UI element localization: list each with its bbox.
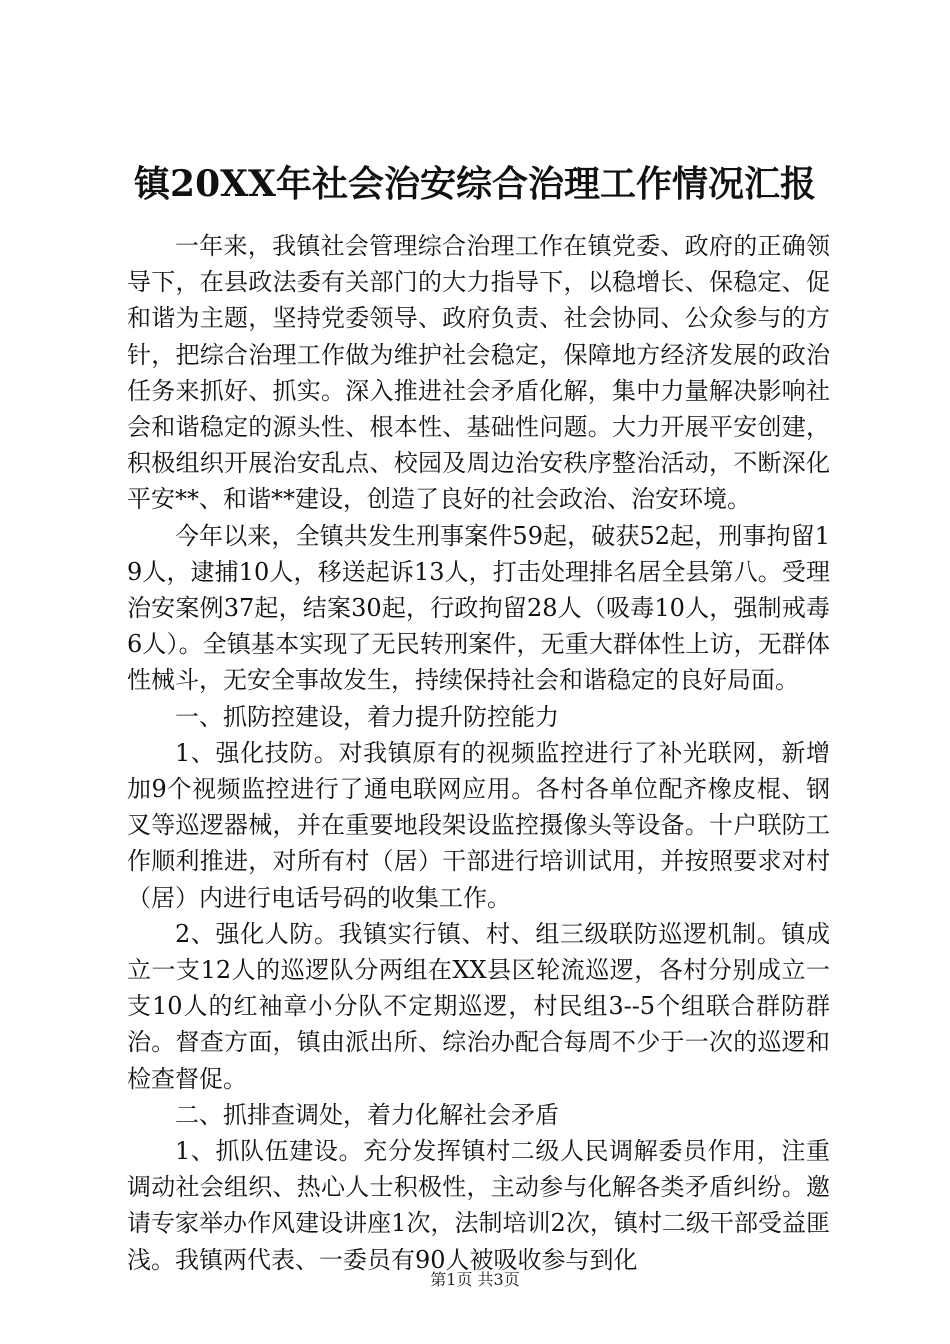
page-footer: 第1页 共3页 [430, 1270, 520, 1289]
paragraph-statistics: 今年以来，全镇共发生刑事案件59起，破获52起，刑事拘留19人，逮捕10人，移送起诉13人，打击处理排名居全县第八。受理治安案例37起，结案30起，行政拘留28人（吸毒10人，强制戒毒6人）。全镇基本实现了无民转刑案件，无重大群体性上访，无群体性械斗，无安全事故发生，持续保持社会和谐稳定的良好局面。 [127, 521, 830, 695]
document-body [127, 228, 830, 1278]
paragraph-intro: 一年来，我镇社会管理综合治理工作在镇党委、政府的正确领导下，在县政法委有关部门的大力指导下，以稳增长、保稳定、促和谐为主题，坚持党委领导、政府负责、社会协同、公众参与的方针，把综合治理工作做为维护社会稳定，保障地方经济发展的政治任务来抓好、抓实。深入推进社会矛盾化解，集中力量解决影响社会和谐稳定的源头性、根本性、基础性问题。大力开展平安创建，积极组织开展治安乱点、校园及周边治安秩序整治活动，不断深化平安**、和谐**建设，创造了良好的社会政治、治安环境。 [127, 232, 830, 514]
paragraph-tech-prevention: 1、强化技防。对我镇原有的视频监控进行了补光联网，新增加9个视频监控进行了通电联网应用。各村各单位配齐橡皮棍、钢叉等巡逻器械，并在重要地段架设监控摄像头等设备。十户联防工作顺利推进，对所有村（居）干部进行培训试用，并按照要求对村（居）内进行电话号码的收集工作。 [127, 738, 830, 912]
paragraph-human-prevention: 2、强化人防。我镇实行镇、村、组三级联防巡逻机制。镇成立一支12人的巡逻队分两组在XX县区轮流巡逻，各村分别成立一支10人的红袖章小分队不定期巡逻，村民组3--5个组联合群防群治。督查方面，镇由派出所、综治办配合每周不少于一次的巡逻和检查督促。 [127, 919, 830, 1093]
paragraph-team-building: 1、抓队伍建设。充分发挥镇村二级人民调解委员作用，注重调动社会组织、热心人士积极性，主动参与化解各类矛盾纠纷。邀请专家举办作风建设讲座1次，法制培训2次，镇村二级干部受益匪浅。我镇两代表、一委员有90人被吸收参与到化 [127, 1137, 830, 1274]
section-heading-1: 一、抓防控建设，着力提升防控能力 [175, 702, 559, 731]
document-title: 镇20XX年社会治安综合治理工作情况汇报 [134, 163, 816, 205]
section-heading-2: 二、抓排查调处，着力化解社会矛盾 [175, 1100, 559, 1129]
